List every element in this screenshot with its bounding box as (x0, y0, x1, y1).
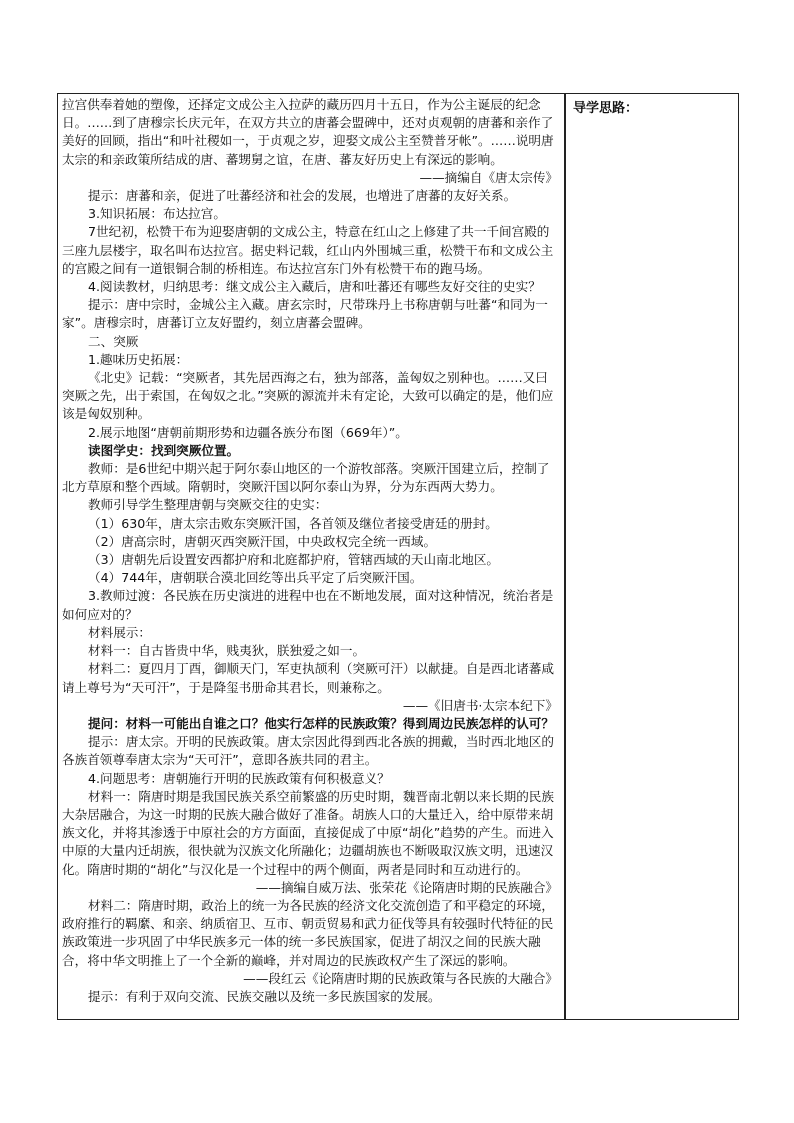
content-paragraph: ——段红云《论隋唐时期的民族政策与各民族的大融合》 (243, 970, 558, 986)
column-divider (564, 93, 566, 1020)
content-paragraph: 读图学史：找到突厥位置。 (88, 442, 240, 458)
content-paragraph: 材料二：夏四月丁酉，御顺天门，军吏执颉利（突厥可汗）以献捷。自是西北诸蕃咸请上尊号为“天可汗”，于是降玺书册命其君长，则兼称之。 (62, 661, 554, 695)
content-paragraph: 提问：材料一可能出自谁之口？他实行怎样的民族政策？得到周边民族怎样的认可？ (88, 715, 554, 731)
content-paragraph: 教师：是6世纪中期兴起于阿尔泰山地区的一个游牧部落。突厥汗国建立后，控制了北方草原和整个西域。隋朝时，突厥汗国以阿尔泰山为界，分为东西两大势力。 (62, 461, 550, 495)
content-paragraph: 提示：唐太宗。开明的民族政策。唐太宗因此得到西北各族的拥戴，当时西北地区的各族首领尊奉唐太宗为“天可汗”，意即各族共同的君主。 (62, 734, 554, 768)
content-paragraph: 材料一：隋唐时期是我国民族关系空前繁盛的历史时期，魏晋南北朝以来长期的民族大杂居融合，为这一时期的民族大融合做好了准备。胡族人口的大量迁入，给中原带来胡族文化，并将其渗透于中原社会的方方面面，直接促成了中原“胡化”趋势的产生。而进入中原的大量内迁胡族，很快就为汉族文化所融化；边疆胡族也不断吸取汉族文明，迅速汉化。隋唐时期的“胡化”与汉化是一个过程中的两个侧面，两者是同时和互动进行的。 (62, 788, 554, 877)
content-paragraph: 材料一：自古皆贵中华，贱夷狄，朕独爱之如一。 (88, 643, 366, 659)
content-paragraph: ——《旧唐书·太宗本纪下》 (402, 697, 558, 713)
content-paragraph: 4.阅读教材，归纳思考：继文成公主入藏后，唐和吐蕃还有哪些友好交往的史实？ (88, 279, 541, 295)
guide-heading: 导学思路： (573, 101, 639, 116)
content-paragraph: 3.知识拓展：布达拉宫。 (88, 206, 226, 222)
content-paragraph: 4.问题思考：唐朝施行开明的民族政策有何积极意义？ (88, 770, 390, 786)
content-paragraph: 拉宫供奉着她的塑像，还择定文成公主入拉萨的藏历四月十五日，作为公主诞辰的纪念日。……到了唐穆宗长庆元年，在双方共立的唐蕃会盟碑中，还对贞观朝的唐蕃和亲作了美好的回顾，指出“和叶社稷如一，于贞观之岁，迎娶文成公主至赞普牙帐”。……说明唐太宗的和亲政策所结成的唐、蕃甥舅之谊，在唐、蕃友好历史上有深远的影响。 (62, 97, 554, 167)
content-paragraph: 提示：有利于双向交流、民族交融以及统一多民族国家的发展。 (88, 988, 441, 1004)
content-paragraph: （4）744年，唐朝联合漠北回纥等出兵平定了后突厥汗国。 (88, 570, 423, 586)
content-paragraph: 7世纪初，松赞干布为迎娶唐朝的文成公主，特意在红山之上修建了共一千间宫殿的三座九层楼宇，取名叫布达拉宫。据史料记载，红山内外围城三重，松赞干布和文成公主的宫殿之间有一道银铜合制的桥相连。布达拉宫东门外有松赞干布的跑马场。 (62, 224, 554, 276)
content-paragraph: 《北史》记载：“突厥者，其先居西海之右，独为部落，盖匈奴之别种也。……又曰突厥之先，出于索国，在匈奴之北。”突厥的源流并未有定论，大致可以确定的是，他们应该是匈奴别种。 (62, 370, 554, 422)
content-paragraph: 提示：唐中宗时，金城公主入藏。唐玄宗时，尺带珠丹上书称唐朝与吐蕃“和同为一家”。唐穆宗时，唐蕃订立友好盟约，刻立唐蕃会盟碑。 (62, 297, 548, 331)
content-paragraph: （1）630年，唐太宗击败东突厥汗国，各首领及继位者接受唐廷的册封。 (88, 515, 498, 531)
content-paragraph: 3.教师过渡：各民族在历史演进的进程中也在不断地发展，面对这种情况，统治者是如何应对的？ (62, 588, 554, 622)
content-paragraph: 提示：唐蕃和亲，促进了吐蕃经济和社会的发展，也增进了唐蕃的友好关系。 (88, 188, 517, 204)
content-paragraph: （2）唐高宗时，唐朝灭西突厥汗国，中央政权完全统一西域。 (88, 533, 437, 549)
lesson-content (62, 96, 560, 1006)
content-paragraph: 2.展示地图“唐朝前期形势和边疆各族分布图（669年）”。 (88, 424, 408, 440)
content-paragraph: ——摘编自《唐太宗传》 (419, 169, 558, 185)
content-paragraph: 教师引导学生整理唐朝与突厥交往的史实： (88, 497, 328, 513)
content-paragraph: 材料展示： (88, 624, 151, 640)
content-paragraph: 材料二：隋唐时期，政治上的统一为各民族的经济文化交流创造了和平稳定的环境，政府推行的羁縻、和亲、纳质宿卫、互市、朝贡贸易和武力征伐等具有较强时代特征的民族政策进一步巩固了中华民族多元一体的统一多民族国家，促进了胡汉之间的民族大融合，将中华文明推上了一个全新的巅峰，并对周边的民族政权产生了深远的影响。 (62, 897, 554, 968)
content-paragraph: （3）唐朝先后设置安西都护府和北庭都护府，管辖西域的天山南北地区。 (88, 552, 500, 568)
content-paragraph: 二、突厥 (88, 333, 139, 349)
content-paragraph: 1.趣味历史拓展： (88, 351, 189, 367)
content-paragraph: ——摘编自威万法、张荣花《论隋唐时期的民族融合》 (255, 879, 558, 895)
